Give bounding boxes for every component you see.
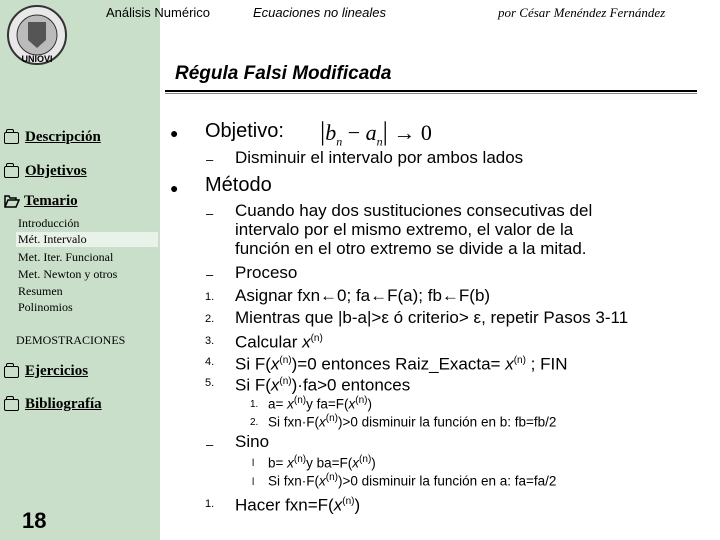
temario-item-newton[interactable]: Met. Newton y otros <box>18 267 118 281</box>
step-4: Si $F(x^{(n)})=0$ entonces Raiz_Exacta= $x^{(n)}$ ; FIN <box>235 354 568 374</box>
step-3: Calcular $x^{(n)}$ <box>235 332 323 352</box>
temario-item-intervalo[interactable]: Mét. Intervalo <box>16 232 158 247</box>
header-course: Análisis Numérico <box>106 5 211 20</box>
step-number: 4. <box>205 356 215 368</box>
nav-temario[interactable] <box>4 193 78 210</box>
step-last: Hacer $fxn=F(x^{(n)})$ <box>235 495 361 515</box>
nav-descripcion-label: Descripción <box>25 129 101 145</box>
temario-item-polinomios[interactable]: Polinomios <box>18 300 73 314</box>
nav-objetivos[interactable] <box>4 163 87 180</box>
folder-icon <box>4 399 19 411</box>
step-number: 1. <box>205 291 215 303</box>
nav-demostraciones[interactable]: DEMOSTRACIONES <box>16 333 126 347</box>
dash: – <box>206 267 214 282</box>
bullet-dot: ● <box>170 180 179 196</box>
header-author: por César Menéndez Fernández <box>498 5 666 20</box>
temario-item-iter-funcional[interactable]: Met. Iter. Funcional <box>18 250 114 264</box>
nav-temario-label: Temario <box>24 193 78 209</box>
step-2: Mientras que |b-a|>ε ó criterio> ε, repetir Pasos 3-11 <box>235 308 629 327</box>
title-divider-thin <box>165 93 697 94</box>
objetivo-label: Objetivo: <box>205 120 284 142</box>
substep-bullet: l <box>252 458 255 469</box>
bullet-dot: ● <box>170 125 179 141</box>
logo-text: UNIOVI <box>21 54 53 64</box>
dash: – <box>206 152 214 167</box>
page-number: 18 <box>22 508 47 533</box>
folder-icon <box>4 166 19 178</box>
substep-number: 1. <box>250 399 259 410</box>
nav-objetivos-label: Objetivos <box>25 163 87 179</box>
step-number: 1. <box>205 498 215 510</box>
objetivo-formula: $|b_n - a_n| \to 0$ <box>320 117 432 149</box>
proceso-label: Proceso <box>235 263 298 282</box>
metodo-desc-3: función en el otro extremo se divide a la mitad. <box>235 239 587 258</box>
step-1: Asignar fxn←0; fa←F(a); fb←F(b) <box>235 286 491 305</box>
nav-ejercicios[interactable] <box>4 363 88 380</box>
nav-bibliografia[interactable] <box>4 396 102 413</box>
step-5: Si $F(x^{(n)})\cdot fa>0$ entonces <box>235 375 411 395</box>
dash: – <box>206 437 214 452</box>
header-topic: Ecuaciones no lineales <box>253 5 386 20</box>
sino-label: Sino <box>235 432 270 451</box>
title-divider <box>165 90 697 92</box>
nav-ejercicios-label: Ejercicios <box>25 363 89 379</box>
metodo-desc-2: intervalo por el mismo extremo, el valor de la <box>235 220 574 239</box>
objetivo-sub: Disminuir el intervalo por ambos lados <box>235 148 524 167</box>
metodo-label: Método <box>205 174 272 196</box>
dash: – <box>206 206 214 221</box>
else-item-1: $b= x^{(n)}y$ $ba=F(x^{(n)})$ <box>268 454 376 471</box>
substep-bullet: l <box>252 477 255 488</box>
metodo-desc-1: Cuando hay dos sustituciones consecutivas del <box>235 201 593 220</box>
temario-item-resumen[interactable]: Resumen <box>18 284 63 298</box>
page-title: Régula Falsi Modificada <box>175 63 392 84</box>
then-item-1: $a= x^{(n)}y$ $fa=F(x^{(n)})$ <box>268 395 373 412</box>
folder-icon <box>4 132 19 144</box>
step-number: 5. <box>205 377 215 389</box>
step-number: 2. <box>205 313 215 325</box>
nav-bibliografia-label: Bibliografía <box>25 396 102 412</box>
then-item-2: Si $fxn\cdot F(x^{(n)})>0$ disminuir la función en b: fb=fb/2 <box>268 413 557 430</box>
university-logo <box>6 4 68 66</box>
temario-item-introduccion[interactable]: Introducción <box>18 216 80 230</box>
else-item-2: Si $fxn\cdot F(x^{(n)})>0$ disminuir la función en a: fa=fa/2 <box>268 472 557 489</box>
open-folder-icon <box>4 195 20 208</box>
nav-descripcion[interactable] <box>4 129 101 146</box>
step-number: 3. <box>205 335 215 347</box>
substep-number: 2. <box>250 417 259 428</box>
folder-icon <box>4 366 19 378</box>
